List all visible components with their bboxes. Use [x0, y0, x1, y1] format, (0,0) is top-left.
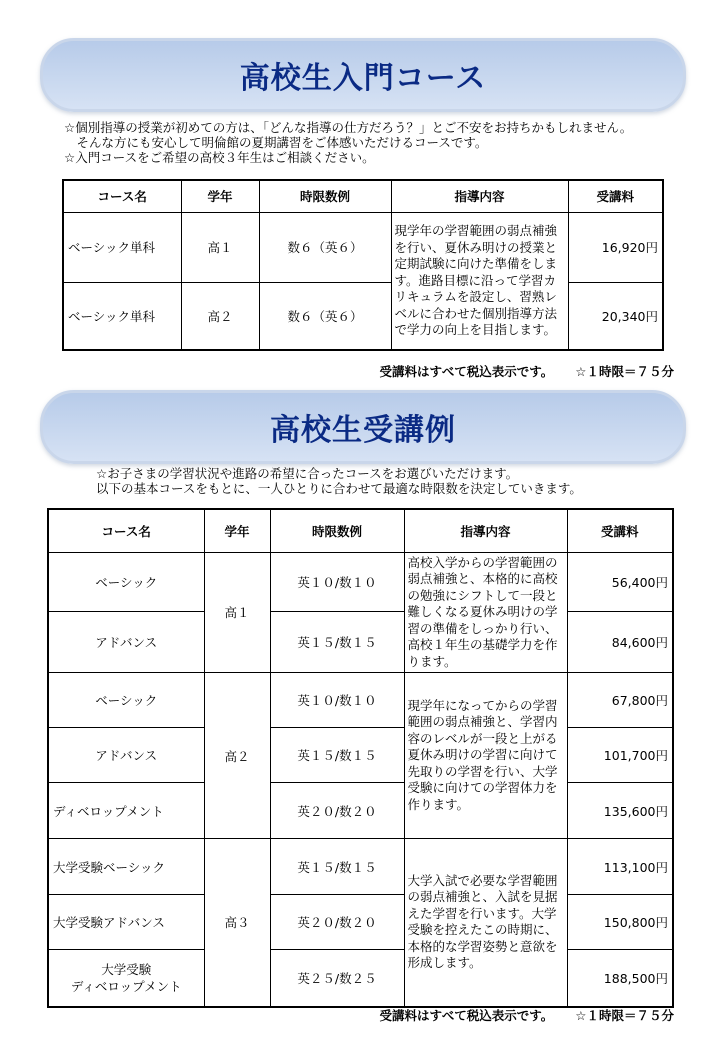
section1-intro — [64, 120, 632, 165]
fee: 113,100円 — [567, 839, 673, 895]
table-row — [48, 612, 673, 673]
course-name: 大学受験ベーシック — [48, 839, 204, 895]
course-name: ベーシック — [48, 552, 204, 612]
course-name: ベーシック — [48, 673, 204, 728]
grade: 高１ — [181, 212, 259, 282]
section1-title: 高校生入門コース — [239, 61, 487, 96]
section2-intro — [96, 466, 582, 496]
course-name: 大学受験 ディベロップメント — [48, 950, 204, 1007]
periods: 英１５/数１５ — [270, 612, 404, 673]
section2-banner — [40, 390, 686, 464]
course-name: アドバンス — [48, 728, 204, 783]
guidance-content: 大学入試で必要な学習範囲の弱点補強と、入試を見据えた学習を行います。大学受験を控えたこの時期に、本格的な学習姿勢と意欲を形成します。 — [404, 839, 567, 1007]
header-fee: 受講料 — [567, 509, 673, 552]
header-periods: 時限数例 — [270, 509, 404, 552]
course-name: ベーシック単科 — [63, 212, 181, 282]
fee: 56,400円 — [567, 552, 673, 612]
intro-line: 以下の基本コースをもとに、一人ひとりに合わせて最適な時限数を決定していきます。 — [96, 481, 582, 496]
intro-line: ☆入門コースをご希望の高校３年生はご相談ください。 — [64, 150, 375, 165]
header-content: 指導内容 — [404, 509, 567, 552]
table-row — [48, 552, 673, 612]
table-header-row — [48, 509, 673, 552]
intro-line: そんな方にも安心して明倫館の夏期講習をご体感いただけるコースです。 — [64, 135, 488, 150]
guidance-content: 現学年の学習範囲の弱点補強を行い、夏休み明けの授業と定期試験に向けた準備をします。進路目標に沿って学習カリキュラムを設定し、習熟レベルに合わせた個別指導方法で学力の向上を目指します。 — [391, 212, 568, 350]
tax-note: 受講料はすべて税込表示です。 — [379, 364, 554, 379]
periods: 英１０/数１０ — [270, 673, 404, 728]
grade: 高１ — [204, 552, 270, 673]
period-note: ☆１時限＝７５分 — [575, 364, 674, 379]
table-row — [63, 212, 663, 282]
header-grade: 学年 — [181, 180, 259, 212]
fee: 67,800円 — [567, 673, 673, 728]
periods: 英１５/数１５ — [270, 728, 404, 783]
periods: 数６（英６） — [259, 282, 391, 350]
fee: 188,500円 — [567, 950, 673, 1007]
intro-line: ☆お子さまの学習状況や進路の希望に合ったコースをお選びいただけます。 — [96, 466, 519, 481]
fee: 101,700円 — [567, 728, 673, 783]
table-row — [48, 950, 673, 1007]
intro-line: ☆個別指導の授業が初めての方は、「どんな指導の仕方だろう？」とご不安をお持ちかもしれません。 — [64, 120, 633, 135]
fee: 16,920円 — [568, 212, 663, 282]
tax-note: 受講料はすべて税込表示です。 — [379, 1008, 554, 1023]
grade: 高２ — [181, 282, 259, 350]
table-header-row — [63, 180, 663, 212]
periods: 英２０/数２０ — [270, 783, 404, 839]
period-note: ☆１時限＝７５分 — [575, 1008, 674, 1023]
section1-note — [380, 362, 674, 380]
section2-note — [380, 1006, 674, 1024]
section2-title: 高校生受講例 — [270, 413, 456, 448]
header-fee: 受講料 — [568, 180, 663, 212]
periods: 英１０/数１０ — [270, 552, 404, 612]
grade: 高３ — [204, 839, 270, 1007]
header-grade: 学年 — [204, 509, 270, 552]
section1-banner — [40, 38, 686, 112]
grade: 高２ — [204, 673, 270, 839]
periods: 英２０/数２０ — [270, 895, 404, 950]
section2-table — [47, 508, 674, 1008]
periods: 英２５/数２５ — [270, 950, 404, 1007]
fee: 20,340円 — [568, 282, 663, 350]
section1-table — [62, 179, 664, 351]
header-course: コース名 — [63, 180, 181, 212]
table-row — [48, 783, 673, 839]
header-course: コース名 — [48, 509, 204, 552]
fee: 150,800円 — [567, 895, 673, 950]
table-row — [48, 673, 673, 728]
table-row — [63, 282, 663, 350]
periods: 英１５/数１５ — [270, 839, 404, 895]
course-name: ディベロップメント — [48, 783, 204, 839]
table-row — [48, 895, 673, 950]
header-periods: 時限数例 — [259, 180, 391, 212]
course-name: 大学受験アドバンス — [48, 895, 204, 950]
header-content: 指導内容 — [391, 180, 568, 212]
fee: 84,600円 — [567, 612, 673, 673]
fee: 135,600円 — [567, 783, 673, 839]
table-row — [48, 839, 673, 895]
table-row — [48, 728, 673, 783]
guidance-content: 高校入学からの学習範囲の弱点補強と、本格的に高校の勉強にシフトして一段と難しくなる夏休み明けの学習の準備をしっかり行い、高校１年生の基礎学力を作ります。 — [404, 552, 567, 673]
guidance-content: 現学年になってからの学習範囲の弱点補強と、学習内容のレベルが一段と上がる夏休み明けの学習に向けて先取りの学習を行い、大学受験に向けての学習体力を作ります。 — [404, 673, 567, 839]
course-name: ベーシック単科 — [63, 282, 181, 350]
course-name: アドバンス — [48, 612, 204, 673]
periods: 数６（英６） — [259, 212, 391, 282]
